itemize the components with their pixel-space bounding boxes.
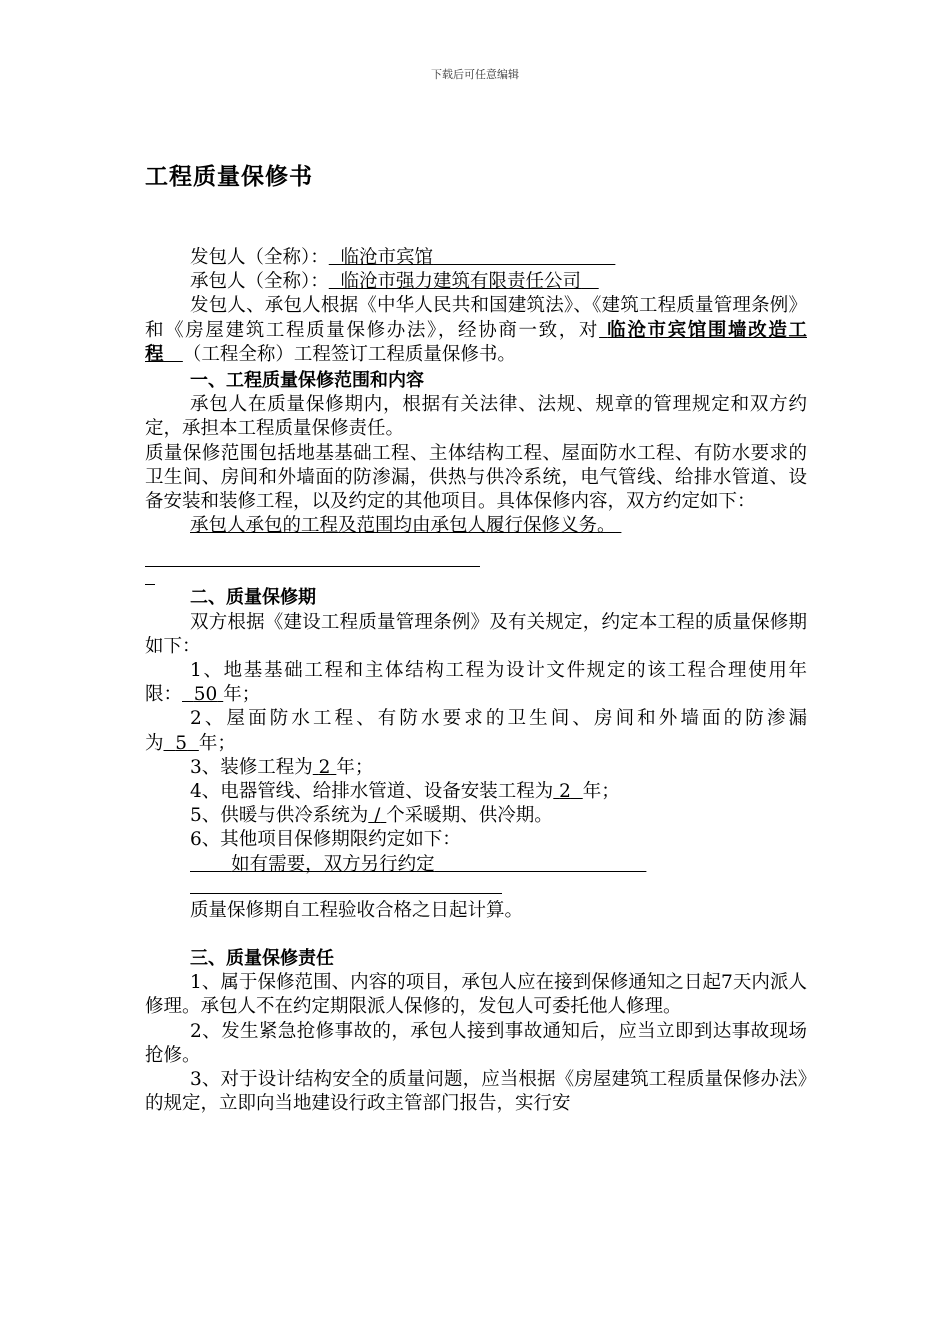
blank-rule-short: [145, 568, 807, 584]
item3-value: 2: [318, 756, 331, 778]
section1-heading: 一、工程质量保修范围和内容: [190, 369, 424, 391]
employer-line: [145, 246, 807, 270]
section3-heading: 三、质量保修责任: [190, 947, 334, 969]
section3-item3: 3、对于设计结构安全的质量问题，应当根据《房屋建筑工程质量保修办法》的规定，立即向当地建设行政主管部门报告，实行安: [145, 1068, 807, 1115]
contractor-name: 临沧市强力建筑有限责任公司: [340, 271, 582, 293]
section2-blank-rule: [145, 877, 807, 899]
header-note: 下载后可任意编辑: [431, 68, 519, 81]
section2-heading: 二、质量保修期: [190, 587, 316, 609]
section1-para1: 承包人在质量保修期内，根据有关法律、法规、规章的管理规定和双方约定，承担本工程质量保修责任。: [145, 394, 807, 440]
section2-item6: 6、其他项目保修期限约定如下：: [190, 829, 461, 851]
project-name: 临沧市宾馆围墙改造工程: [145, 319, 807, 365]
document-body: [145, 246, 807, 1116]
section2-item2: 2、屋面防水工程、有防水要求的卫生间、房间和外墙面的防渗漏为 5 年；: [145, 708, 807, 754]
blank-rule: [145, 550, 807, 568]
section2-para1: 双方根据《建设工程质量管理条例》及有关规定，约定本工程的质量保修期如下：: [145, 611, 807, 657]
section3-item1: 1、属于保修范围、内容的项目，承包人应在接到保修通知之日起7天内派人修理。承包人不在约定期限派人保修的，发包人可委托他人修理。: [145, 972, 807, 1018]
section2-item4: 4、电器管线、给排水管道、设备安装工程为 2 年；: [190, 780, 620, 802]
section3-item2: 2、发生紧急抢修事故的，承包人接到事故通知后，应当立即到达事故现场抢修。: [145, 1020, 807, 1066]
section1-agreed: 承包人承包的工程及范围均由承包人履行保修义务。: [190, 515, 616, 537]
item5-value: /: [374, 805, 381, 827]
item2-value: 5: [175, 732, 188, 754]
section2-closing: 质量保修期自工程验收合格之日起计算。: [190, 899, 524, 921]
item1-value: 50: [193, 684, 218, 706]
contractor-label: 承包人（全称）：: [190, 271, 329, 293]
section2-item3: 3、装修工程为 2 年；: [190, 756, 374, 778]
contractor-line: [145, 270, 807, 294]
section2-item6-value: 如有需要，双方另行约定: [231, 853, 435, 875]
intro-paragraph: 发包人、承包人根据《中华人民共和国建筑法》、《建筑工程质量管理条例》和《房屋建筑工程质量保修办法》，经协商一致，对 临沧市宾馆围墙改造工程 （工程全称）工程签订工程质量保修书。: [145, 295, 807, 365]
section2-item5: 5、供暖与供冷系统为 / 个采暖期、供冷期。: [190, 805, 553, 827]
section1-para2: 质量保修范围包括地基基础工程、主体结构工程、屋面防水工程、有防水要求的卫生间、房间和外墙面的防渗漏，供热与供冷系统，电气管线、给排水管道、设备安装和装修工程，以及约定的其他项目。具体保修内容，双方约定如下：: [145, 442, 807, 512]
item4-value: 2: [559, 780, 571, 802]
section2-item1: 1、地基基础工程和主体结构工程为设计文件规定的该工程合理使用年限： 50 年；: [145, 659, 807, 706]
document-title: 工程质量保修书: [145, 164, 313, 190]
employer-label: 发包人（全称）：: [190, 247, 329, 268]
employer-name: 临沧市宾馆: [340, 247, 434, 268]
